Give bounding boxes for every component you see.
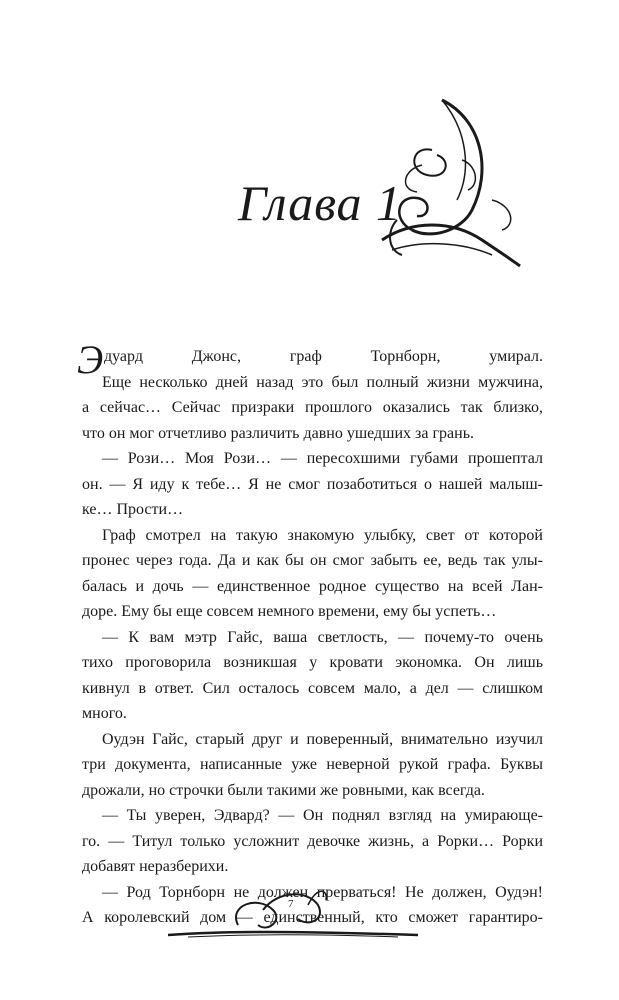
paragraph-line: дрожали, но строчки были такими же ровными, как всегда. [82, 781, 485, 799]
paragraph-line: он. — Я иду к тебе… Я не смог позаботиться о нашей малыш- [82, 475, 543, 493]
paragraph-line: пронес через года. Да и как бы он смог забыть ее, ведь так улы- [82, 552, 543, 569]
drop-cap: Э [77, 337, 104, 382]
paragraph-line: что он мог отчетливо различить давно ушедших за грань. [82, 424, 474, 442]
paragraph-line: доре. Ему бы еще совсем немного времени, ему бы успеть… [82, 603, 497, 620]
paragraph-line: Граф смотрел на такую знакомую улыбку, свет от которой [102, 526, 543, 544]
paragraph-line: ке… Прости… [82, 501, 184, 518]
chapter-title: Глава 1 [238, 175, 403, 231]
paragraph-line: добавят неразберихи. [82, 858, 229, 875]
paragraph-line: тихо проговорила возникшая у кровати экономка. Он лишь [82, 654, 543, 671]
paragraph-line: А королевский дом — единственный, кто сможет гарантиро- [82, 909, 543, 926]
footer-ornament [168, 885, 418, 945]
paragraph-line: кивнул в ответ. Сил осталось совсем мало, а дел — слишком [82, 679, 543, 697]
page-number: 7 [288, 898, 294, 910]
chapter-text [77, 337, 543, 931]
paragraph-line: балась и дочь — единственное родное существо на всей Лан- [82, 577, 543, 595]
paragraph-line: три документа, написанные уже неверной рукой графа. Буквы [82, 756, 543, 773]
paragraph-line: — К вам мэтр Гайс, ваша светлость, — почему-то очень [102, 628, 543, 646]
paragraph-line: Еще несколько дней назад это был полный жизни мужчина, [102, 373, 543, 391]
paragraph-line: Э дуард Джонс, граф Торнборн, умирал. [77, 337, 543, 382]
paragraph-line: го. — Титул только усложнит девочке жизнь, а Рорки… Рорки [82, 832, 543, 850]
paragraph-line: а сейчас… Сейчас призраки прошлого оказались так близко, [82, 399, 543, 416]
paragraph-line: — Рози… Моя Рози… — пересохшими губами прошептал [102, 450, 543, 467]
paragraph-line: — Ты уверен, Эдвард? — Он поднял взгляд на умирающе- [102, 807, 543, 824]
paragraph-line: Оудэн Гайс, старый друг и поверенный, внимательно изучил [102, 730, 543, 748]
paragraph-line: много. [82, 705, 127, 722]
paragraph-line: — Род Торнборн не должен прерваться! Не должен, Оудэн! [102, 883, 543, 901]
